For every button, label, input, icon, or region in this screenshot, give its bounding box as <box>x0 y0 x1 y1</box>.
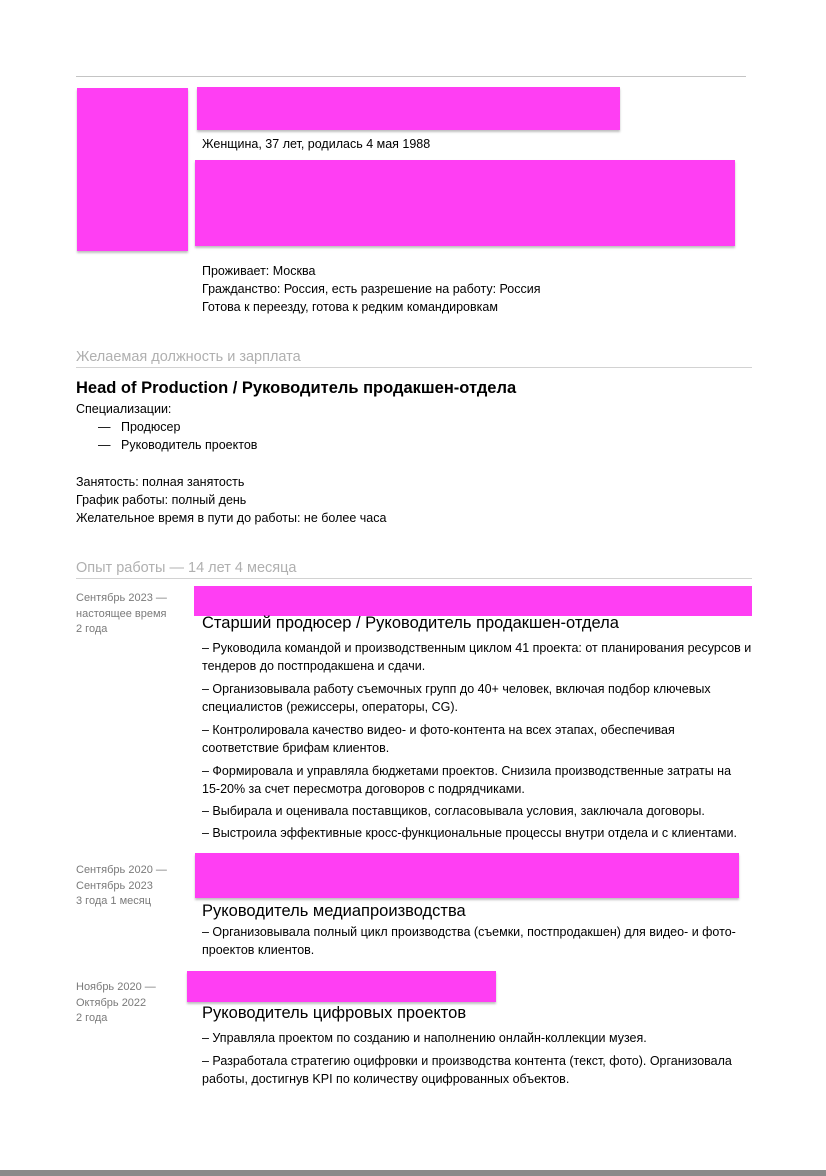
job-duration: 3 года 1 месяц <box>76 895 152 907</box>
employment: Занятость: полная занятость <box>76 475 245 489</box>
job-bullet: – Выстроила эффективные кросс-функциональные процессы внутри отдела и с клиентами. <box>202 826 737 840</box>
desired-position-title: Head of Production / Руководитель продакшен-отдела <box>76 379 517 397</box>
job-title: Старший продюсер / Руководитель продакшен-отдела <box>202 614 619 632</box>
section-title-desired-position: Желаемая должность и зарплата <box>76 349 301 365</box>
period-start: Сентябрь 2023 — <box>76 592 167 604</box>
page-bottom-edge <box>0 1170 826 1176</box>
schedule: График работы: полный день <box>76 493 247 507</box>
job-bullet: – Организовывала работу съемочных групп до 40+ человек, включая подбор ключевых специалистов (режиссеры, операторы, CG). <box>202 682 711 714</box>
personal-info: Женщина, 37 лет, родилась 4 мая 1988 <box>202 137 431 151</box>
period-start: Сентябрь 2020 — <box>76 864 167 876</box>
redacted-company <box>187 971 496 1002</box>
relocation: Готова к переезду, готова к редким командировкам <box>202 300 498 314</box>
specializations-label: Специализации: <box>76 402 172 416</box>
section-title-experience: Опыт работы — 14 лет 4 месяца <box>76 560 297 576</box>
commute: Желательное время в пути до работы: не более часа <box>76 511 387 525</box>
specialization-item: Руководитель проектов <box>121 438 258 452</box>
redacted-name <box>197 87 620 130</box>
job-duration: 2 года <box>76 623 108 635</box>
job-period <box>76 863 167 910</box>
redacted-company <box>194 586 752 616</box>
job-bullet: – Управляла проектом по созданию и наполнению онлайн-коллекции музея. <box>202 1031 647 1045</box>
job-period <box>76 591 167 638</box>
redacted-photo <box>77 88 188 251</box>
period-start: Ноябрь 2020 — <box>76 981 156 993</box>
period-end: Сентябрь 2023 <box>76 879 153 892</box>
residence: Проживает: Москва <box>202 264 316 278</box>
job-bullet: – Формировала и управляла бюджетами проектов. Снизила производственные затраты на 15-20% за счет пересмотра договоров с подрядчиками. <box>202 764 732 796</box>
specialization-item: Продюсер <box>121 420 181 434</box>
redacted-contacts <box>195 160 735 246</box>
header-divider <box>76 76 746 77</box>
job-bullet: – Организовывала полный цикл производства (съемки, постпродакшен) для видео- и фото-проектов клиентов. <box>202 925 736 957</box>
job-duration: 2 года <box>76 1012 108 1024</box>
job-period <box>76 980 156 1027</box>
period-end: Октябрь 2022 <box>76 996 147 1009</box>
list-dash: — <box>98 438 111 452</box>
list-dash: — <box>98 420 111 434</box>
redacted-company <box>195 853 739 898</box>
section-divider <box>76 367 752 368</box>
job-title: Руководитель цифровых проектов <box>202 1004 467 1022</box>
job-bullet: – Контролировала качество видео- и фото-контента на всех этапах, обеспечивая соответствие брифам клиентов. <box>202 723 675 755</box>
section-divider <box>76 578 752 579</box>
job-title: Руководитель медиапроизводства <box>202 902 466 920</box>
citizenship: Гражданство: Россия, есть разрешение на работу: Россия <box>202 282 541 296</box>
job-bullet: – Руководила командой и производственным циклом 41 проекта: от планирования ресурсов и тендеров до постпродакшена и сдачи. <box>202 641 752 673</box>
job-bullet: – Разработала стратегию оцифровки и производства контента (текст, фото). Организовала работы, достигнув KPI по количеству оцифрованных объектов. <box>202 1054 732 1086</box>
job-bullet: – Выбирала и оценивала поставщиков, согласовывала условия, заключала договоры. <box>202 804 705 818</box>
period-end: настоящее время <box>76 607 167 620</box>
